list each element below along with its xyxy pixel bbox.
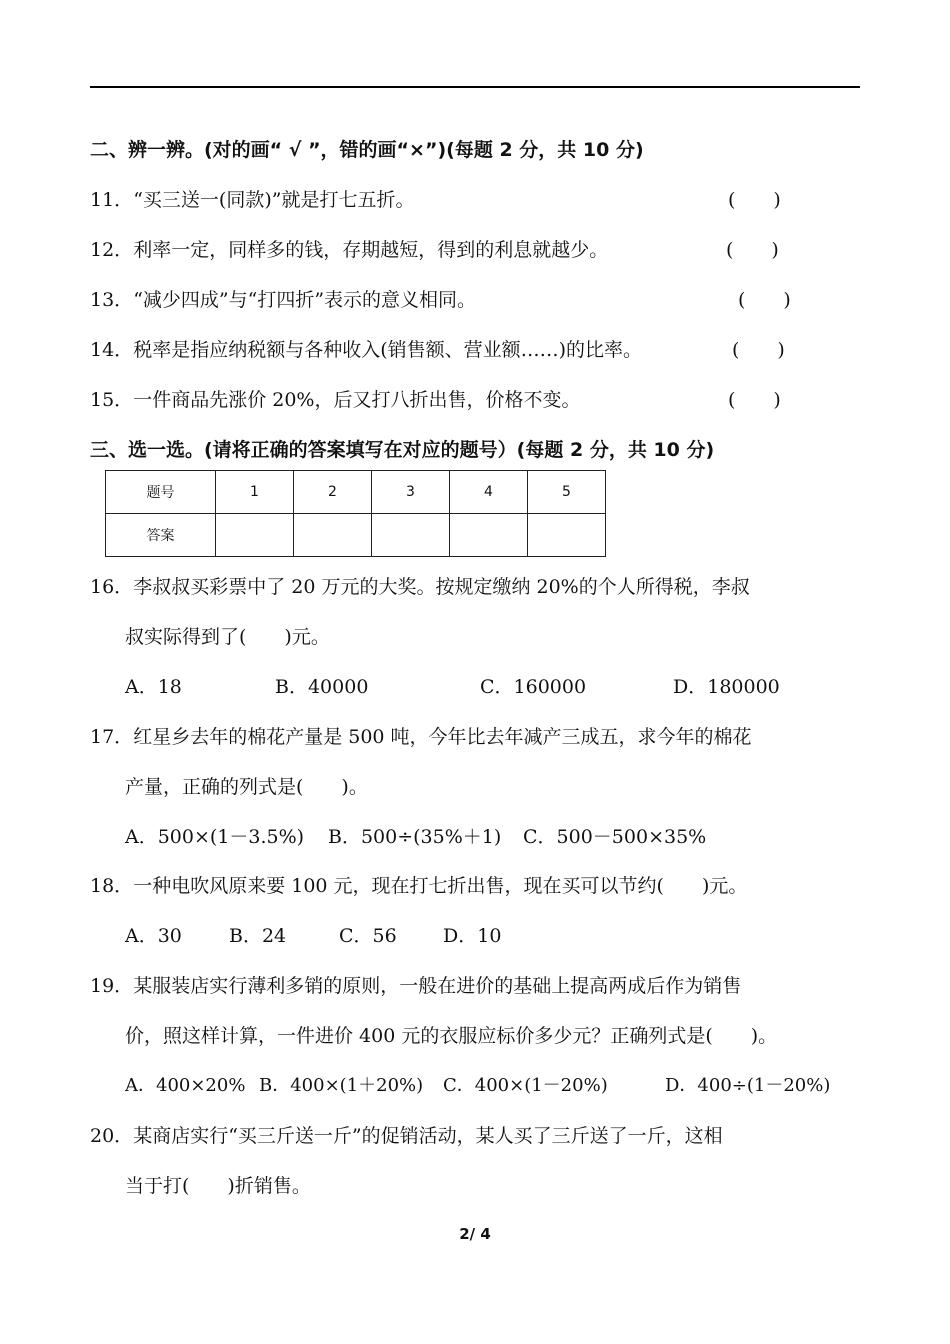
table-header-label: 题号 — [106, 471, 216, 514]
judge-item-13 — [90, 285, 476, 312]
question-number: 16． — [90, 576, 134, 598]
question-19-line2: 价，照这样计算，一件进价 400 元的衣服应标价多少元？正确列式是( )。 — [125, 1025, 778, 1047]
option-c[interactable]: C．400×(1－20%) — [443, 1075, 608, 1096]
judge-item-14 — [90, 335, 642, 362]
option-d[interactable]: D．10 — [443, 925, 502, 947]
option-a[interactable]: A．500×(1－3.5%) — [125, 826, 305, 848]
question-16 — [90, 572, 750, 599]
table-col-header: 5 — [528, 471, 606, 514]
question-number: 15． — [90, 389, 134, 411]
question-19-options — [125, 1071, 830, 1097]
question-16-options — [125, 672, 780, 699]
option-b[interactable]: B．500÷(35%＋1) — [328, 826, 502, 848]
question-20-line2: 当于打( )折销售。 — [125, 1175, 311, 1197]
table-col-header: 3 — [372, 471, 450, 514]
section-3-title: 三、选一选。(请将正确的答案填写在对应的题号）(每题 2 分，共 10 分) — [90, 439, 715, 461]
answer-cell[interactable] — [294, 514, 372, 557]
table-row — [106, 514, 606, 557]
question-text: 税率是指应纳税额与各种收入(销售额、营业额……)的比率。 — [133, 339, 643, 361]
judge-item-11 — [90, 185, 414, 212]
answer-blank[interactable]: ( ) — [726, 239, 779, 261]
question-16-line2: 叔实际得到了( )元。 — [125, 626, 330, 648]
table-col-header: 2 — [294, 471, 372, 514]
option-b[interactable]: B．400×(1＋20%) — [259, 1075, 424, 1096]
option-b[interactable]: B．24 — [229, 925, 287, 947]
question-text: 一件商品先涨价 20%，后又打八折出售，价格不变。 — [133, 389, 581, 411]
question-number: 11． — [90, 189, 134, 211]
answer-cell[interactable] — [216, 514, 294, 557]
question-17-line2: 产量，正确的列式是( )。 — [125, 776, 368, 798]
table-answer-label: 答案 — [106, 514, 216, 557]
table-row — [106, 471, 606, 514]
option-c[interactable]: C．500－500×35% — [523, 826, 707, 848]
option-a[interactable]: A．400×20% — [125, 1075, 246, 1096]
option-d[interactable]: D．180000 — [673, 676, 780, 698]
answer-table — [105, 470, 606, 557]
question-text: “买三送一(同款)”就是打七五折。 — [133, 189, 415, 211]
question-20 — [90, 1121, 723, 1148]
question-number: 13． — [90, 289, 134, 311]
question-text: 某商店实行“买三斤送一斤”的促销活动，某人买了三斤送了一斤，这相 — [133, 1125, 723, 1147]
question-18 — [90, 871, 747, 898]
table-col-header: 4 — [450, 471, 528, 514]
answer-blank[interactable]: ( ) — [732, 339, 785, 361]
table-col-header: 1 — [216, 471, 294, 514]
option-d[interactable]: D．400÷(1－20%) — [665, 1075, 831, 1096]
answer-cell[interactable] — [372, 514, 450, 557]
question-text: 一种电吹风原来要 100 元，现在打七折出售，现在买可以节约( )元。 — [133, 875, 748, 897]
option-c[interactable]: C．56 — [339, 925, 397, 947]
question-text: 某服装店实行薄利多销的原则，一般在进价的基础上提高两成后作为销售 — [133, 975, 742, 997]
answer-cell[interactable] — [450, 514, 528, 557]
question-17-options — [125, 822, 706, 849]
option-a[interactable]: A．18 — [125, 676, 182, 698]
question-number: 14． — [90, 339, 134, 361]
answer-blank[interactable]: ( ) — [728, 389, 781, 411]
section-2-title: 二、辨一辨。(对的画“ √ ”，错的画“×”)(每题 2 分，共 10 分) — [90, 139, 644, 161]
question-number: 20． — [90, 1125, 134, 1147]
answer-cell[interactable] — [528, 514, 606, 557]
question-18-options — [125, 921, 501, 948]
question-number: 19． — [90, 975, 134, 997]
option-a[interactable]: A．30 — [125, 925, 182, 947]
answer-blank[interactable]: ( ) — [728, 189, 781, 211]
question-number: 18． — [90, 875, 134, 897]
question-text: 李叔叔买彩票中了 20 万元的大奖。按规定缴纳 20%的个人所得税，李叔 — [133, 576, 750, 598]
question-19 — [90, 971, 741, 998]
judge-item-12 — [90, 235, 608, 262]
page-number: 2/ 4 — [459, 1225, 491, 1243]
judge-item-15 — [90, 385, 580, 412]
question-text: 红星乡去年的棉花产量是 500 吨，今年比去年减产三成五，求今年的棉花 — [133, 726, 752, 748]
option-b[interactable]: B．40000 — [275, 676, 369, 698]
question-17 — [90, 722, 752, 749]
question-number: 12． — [90, 239, 134, 261]
option-c[interactable]: C．160000 — [480, 676, 587, 698]
answer-blank[interactable]: ( ) — [738, 289, 791, 311]
question-number: 17． — [90, 726, 134, 748]
question-text: “减少四成”与“打四折”表示的意义相同。 — [133, 289, 477, 311]
header-rule — [90, 86, 860, 88]
question-text: 利率一定，同样多的钱，存期越短，得到的利息就越少。 — [133, 239, 609, 261]
